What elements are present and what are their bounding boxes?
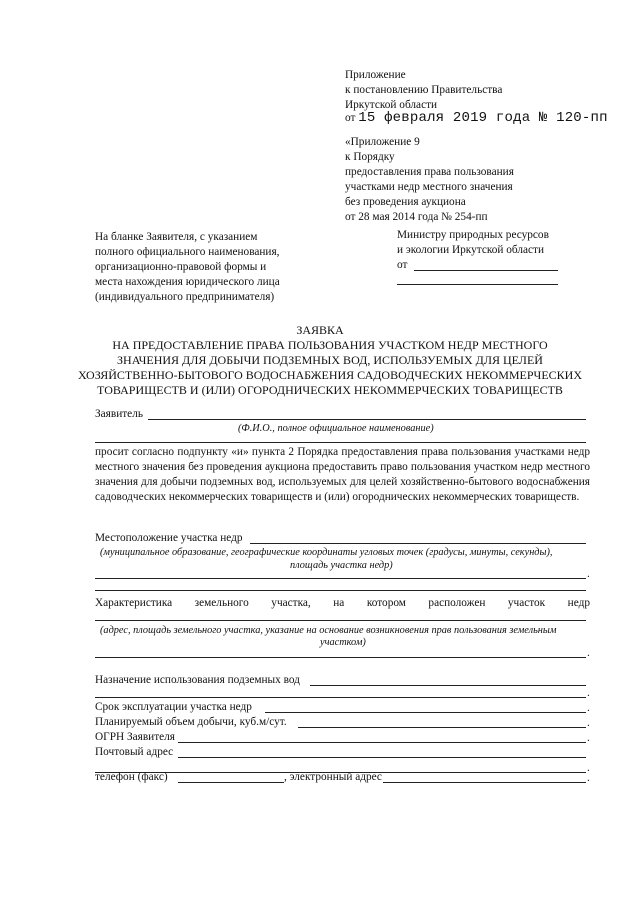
header-line-3: Иркутской области: [345, 99, 438, 111]
volume-label: Планируемый объем добычи, куб.м/сут.: [95, 716, 287, 728]
location-field-2[interactable]: [95, 578, 586, 579]
left-note-line-4: места нахождения юридического лица: [95, 276, 280, 288]
header-date: [345, 111, 608, 126]
email-period: .: [587, 772, 590, 784]
left-note-line-5: (индивидуального предпринимателя): [95, 291, 275, 303]
appendix-line-6: от 28 мая 2014 года № 254-пп: [345, 211, 488, 223]
land-hint-2: участком): [320, 637, 366, 648]
date-prefix: от: [345, 112, 356, 124]
request-paragraph: просит согласно подпункту «и» пункта 2 Порядка предоставления права пользования участками недр местного значения без проведения аукциона предоставить право пользования участком недр местного значения для добычи подземных вод, используемых для целей хозяйственно-бытового водоснабжения садоводческих некоммерческих товариществ и (или) огороднических некоммерческих товариществ.: [95, 446, 590, 503]
recipient-from-field[interactable]: [414, 270, 558, 271]
purpose-label: Назначение использования подземных вод: [95, 674, 300, 686]
ogrn-period: .: [587, 732, 590, 744]
postal-label: Почтовый адрес: [95, 746, 174, 758]
land-field[interactable]: [95, 620, 586, 621]
location-period: .: [587, 568, 590, 580]
location-hint-2: площадь участка недр): [290, 560, 393, 571]
appendix-line-2: к Порядку: [345, 151, 395, 163]
title-line-3: ЗНАЧЕНИЯ ДЛЯ ДОБЫЧИ ПОДЗЕМНЫХ ВОД, ИСПОЛЬЗУЕМЫХ ДЛЯ ЦЕЛЕЙ: [117, 353, 543, 367]
header-line-1: Приложение: [345, 69, 406, 81]
ogrn-label: ОГРН Заявителя: [95, 731, 175, 743]
header-line-2: к постановлению Правительства: [345, 84, 503, 96]
phone-field[interactable]: [178, 782, 284, 783]
date-value: 15 февраля 2019 года № 120-пп: [358, 110, 608, 126]
location-hint-1: (муниципальное образование, географические координаты угловых точек (градусы, минуты, секунды),: [100, 547, 553, 558]
title-line-4: ХОЗЯЙСТВЕННО-БЫТОВОГО ВОДОСНАБЖЕНИЯ САДОВОДЧЕСКИХ НЕКОММЕРЧЕСКИХ: [77, 368, 583, 382]
land-period: .: [587, 647, 590, 659]
purpose-field-2[interactable]: [95, 697, 586, 698]
postal-field[interactable]: [178, 757, 586, 758]
land-hint-1: (адрес, площадь земельного участка, указание на основание возникновения прав пользования земельным: [100, 625, 557, 636]
appendix-line-4: участками недр местного значения: [345, 181, 513, 193]
term-label: Срок эксплуатации участка недр: [95, 701, 252, 713]
ogrn-field[interactable]: [178, 742, 586, 743]
location-label: Местоположение участка недр: [95, 532, 243, 544]
applicant-field[interactable]: [148, 419, 586, 420]
volume-field[interactable]: [298, 727, 586, 728]
recipient-from-label: от: [397, 259, 408, 271]
left-note-line-2: полного официального наименования,: [95, 246, 280, 258]
term-period: .: [587, 702, 590, 714]
left-note-line-3: организационно-правовой формы и: [95, 261, 267, 273]
location-field[interactable]: [250, 543, 586, 544]
left-note-line-1: На бланке Заявителя, с указанием: [95, 231, 258, 243]
appendix-line-1: «Приложение 9: [345, 136, 420, 148]
appendix-line-5: без проведения аукциона: [345, 196, 466, 208]
email-field[interactable]: [383, 782, 586, 783]
postal-period: .: [587, 762, 590, 774]
applicant-hint: (Ф.И.О., полное официальное наименование): [238, 423, 434, 434]
recipient-extra-field[interactable]: [397, 284, 558, 285]
purpose-period: .: [587, 687, 590, 699]
appendix-line-3: предоставления права пользования: [345, 166, 514, 178]
recipient-line-1: Министру природных ресурсов: [397, 229, 549, 241]
email-label: , электронный адрес: [284, 771, 382, 783]
applicant-label: Заявитель: [95, 408, 143, 420]
title-line-5: ТОВАРИЩЕСТВ И (ИЛИ) ОГОРОДНИЧЕСКИХ НЕКОММЕРЧЕСКИХ ТОВАРИЩЕСТВ: [97, 383, 563, 397]
recipient-line-2: и экологии Иркутской области: [397, 244, 545, 256]
title-line-1: ЗАЯВКА: [296, 323, 344, 337]
title-line-2: НА ПРЕДОСТАВЛЕНИЕ ПРАВА ПОЛЬЗОВАНИЯ УЧАСТКОМ НЕДР МЕСТНОГО: [112, 338, 548, 352]
land-field-2[interactable]: [95, 657, 586, 658]
purpose-field[interactable]: [310, 685, 586, 686]
location-field-3[interactable]: [95, 590, 586, 591]
land-label: Характеристика земельного участка, на котором расположен участок недр: [95, 597, 590, 609]
applicant-field-2[interactable]: [95, 442, 586, 443]
volume-period: .: [587, 717, 590, 729]
term-field[interactable]: [265, 712, 586, 713]
phone-label: телефон (факс): [95, 771, 168, 783]
